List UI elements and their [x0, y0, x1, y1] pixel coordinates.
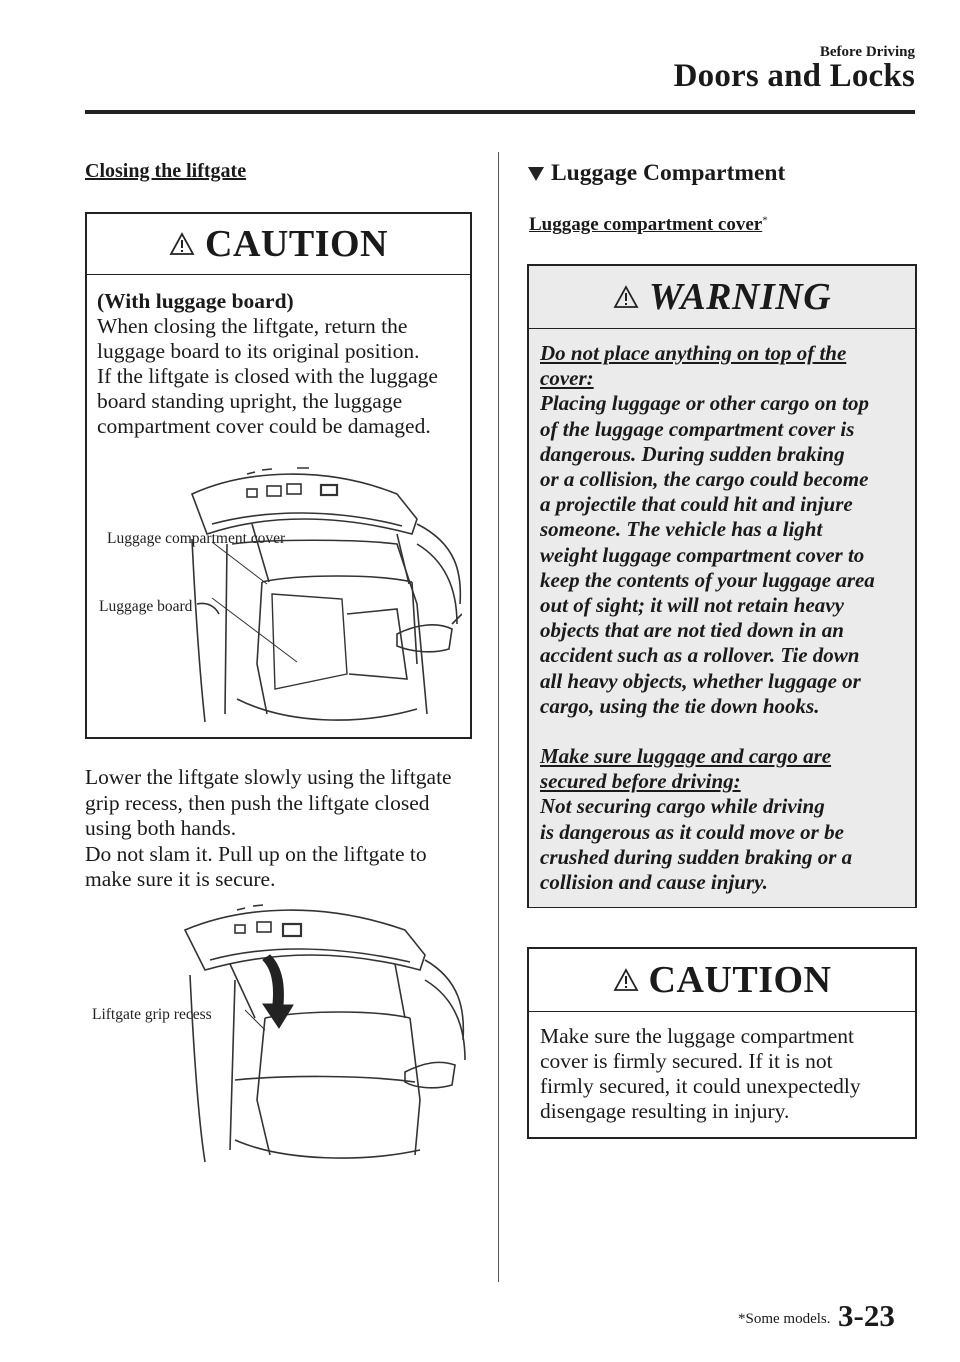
- warning-box-body: [529, 329, 915, 907]
- warning-line: someone. The vehicle has a light: [540, 517, 823, 542]
- warning-heading-line: secured before driving:: [540, 769, 741, 794]
- warning-line: Not securing cargo while driving: [540, 794, 825, 819]
- warning-line: a projectile that could hit and injure: [540, 492, 853, 517]
- header-rule: [85, 110, 915, 114]
- paragraph-line: Do not slam it. Pull up on the liftgate to: [85, 841, 427, 866]
- caution-line: cover is firmly secured. If it is not: [540, 1049, 833, 1073]
- caution-box-luggage-board: [85, 212, 472, 739]
- warning-heading-line: Make sure luggage and cargo are: [540, 744, 832, 769]
- footnote-some-models: *Some models.: [738, 1311, 831, 1327]
- warning-line: cargo, using the tie down hooks.: [540, 693, 820, 718]
- warning-line: accident such as a rollover. Tie down: [540, 643, 860, 668]
- warning-title: WARNING: [648, 276, 832, 318]
- section-label: Before Driving: [819, 44, 915, 60]
- paragraph-line: make sure it is secure.: [85, 867, 276, 891]
- caution-line: If the liftgate is closed with the luggage: [97, 364, 438, 388]
- warning-line: objects that are not tied down in an: [540, 618, 844, 643]
- caution-triangle-icon: [169, 232, 195, 256]
- caution-box-header: [87, 214, 470, 275]
- label-luggage-compartment-cover: Luggage compartment cover: [107, 530, 286, 547]
- closing-liftgate-subhead: Closing the liftgate: [85, 160, 247, 182]
- warning-line: keep the contents of your luggage area: [540, 567, 875, 592]
- caution-box-cover-secured: [527, 947, 917, 1139]
- warning-box: [527, 264, 917, 908]
- caution-line: disengage resulting in injury.: [540, 1099, 790, 1123]
- warning-line: of the luggage compartment cover is: [540, 416, 855, 441]
- caution-title: CAUTION: [648, 959, 832, 1001]
- down-triangle-icon: [527, 166, 545, 182]
- warning-heading-line: Do not place anything on top of the: [540, 341, 847, 365]
- paragraph-line: Lower the liftgate slowly using the liftgate: [85, 765, 452, 789]
- closing-instructions: [85, 765, 485, 893]
- warning-line: all heavy objects, whether luggage or: [540, 668, 861, 693]
- warning-spacer: [540, 719, 905, 744]
- warning-heading-line: cover:: [540, 366, 594, 391]
- caution-line: When closing the liftgate, return the: [97, 314, 408, 338]
- caution-line: board standing upright, the luggage: [97, 389, 403, 413]
- warning-line: collision and cause injury.: [540, 870, 768, 895]
- caution-box-body: [87, 275, 470, 439]
- chapter-title: Doors and Locks: [673, 58, 915, 94]
- warning-line: weight luggage compartment cover to: [540, 542, 865, 567]
- warning-triangle-icon: [613, 285, 639, 309]
- luggage-board-illustration: [97, 464, 462, 729]
- page-number: 3-23: [838, 1298, 895, 1333]
- caution-lead: (With luggage board): [97, 289, 294, 313]
- warning-line: crushed during sudden braking or a: [540, 844, 853, 869]
- caution-line: firmly secured, it could unexpectedly: [540, 1074, 861, 1098]
- liftgate-grip-illustration: [175, 900, 475, 1170]
- warning-line: is dangerous as it could move or be: [540, 819, 844, 844]
- label-luggage-board: Luggage board: [99, 598, 193, 615]
- column-divider: [498, 152, 499, 1282]
- caution-line: Make sure the luggage compartment: [540, 1024, 855, 1048]
- caution-box-body: [529, 1012, 915, 1124]
- caution-box-header: [529, 949, 915, 1012]
- caution-line: luggage board to its original position.: [97, 339, 420, 363]
- warning-line: dangerous. During sudden braking: [540, 441, 845, 466]
- caution-title: CAUTION: [205, 223, 388, 265]
- luggage-compartment-title: Luggage Compartment: [551, 160, 786, 186]
- caution-triangle-icon: [613, 968, 639, 992]
- luggage-cover-subhead-text: Luggage compartment cover: [529, 214, 763, 235]
- paragraph-line: using both hands.: [85, 816, 237, 840]
- luggage-cover-subhead: [529, 214, 768, 236]
- warning-line: Placing luggage or other cargo on top: [540, 391, 870, 416]
- warning-box-header: [529, 266, 915, 329]
- warning-line: out of sight; it will not retain heavy: [540, 593, 844, 618]
- caution-line: compartment cover could be damaged.: [97, 414, 431, 438]
- some-models-mark: *: [762, 214, 768, 227]
- luggage-compartment-heading: [527, 160, 785, 187]
- paragraph-line: grip recess, then push the liftgate closed: [85, 790, 430, 815]
- label-liftgate-grip-recess: Liftgate grip recess: [92, 1006, 212, 1023]
- warning-line: or a collision, the cargo could become: [540, 467, 869, 492]
